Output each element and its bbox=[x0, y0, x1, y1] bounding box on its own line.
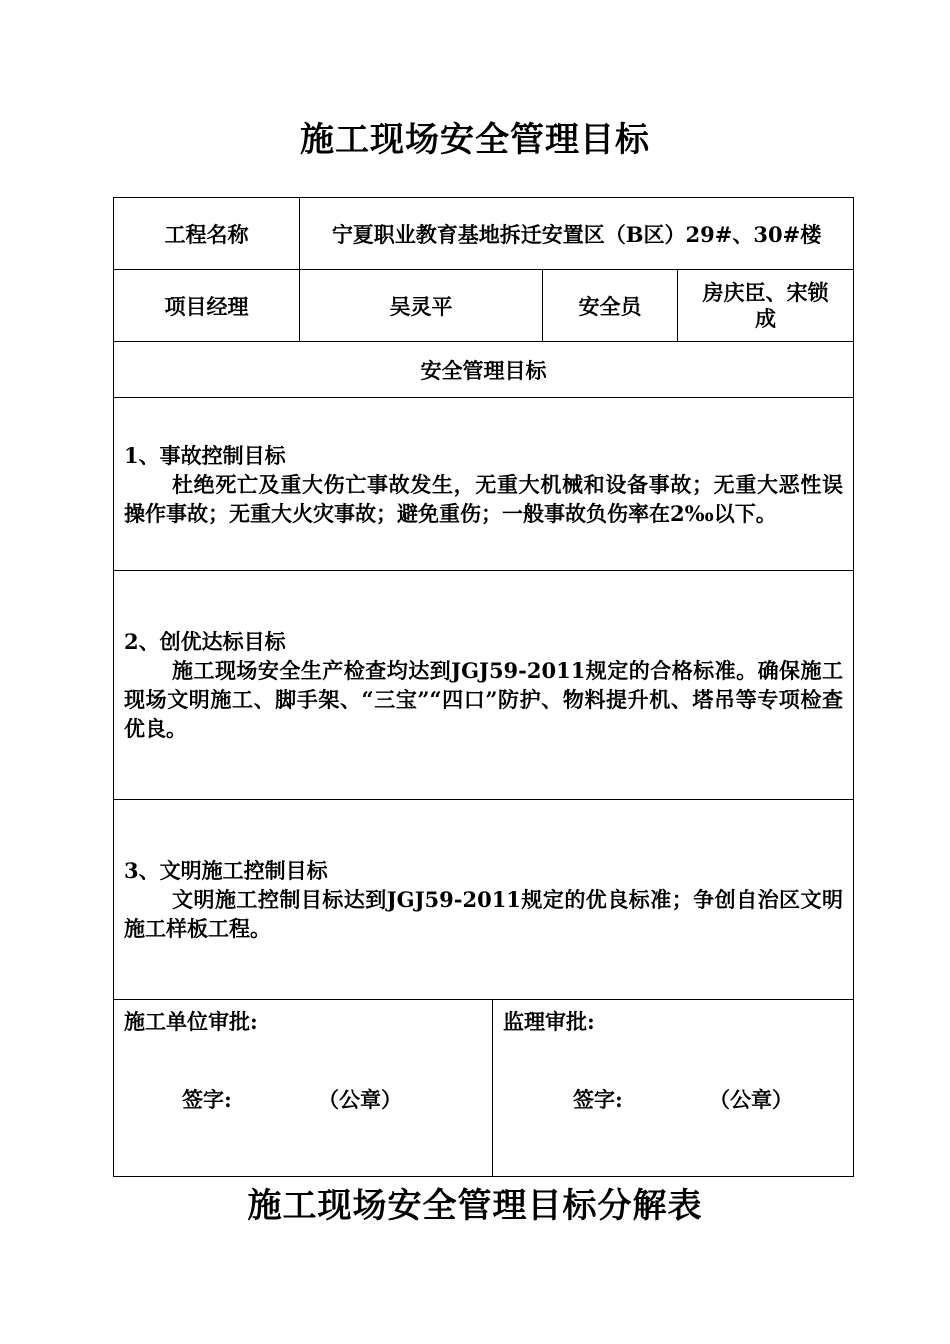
goal1-text: 杜绝死亡及重大伤亡事故发生，无重大机械和设备事故；无重大恶性误操作事故；无重大火灾事故；避免重伤；一般事故负伤率在2‰以下。 bbox=[124, 471, 844, 526]
contractor-approval-label: 施工单位审批: bbox=[124, 1009, 258, 1034]
goal2-heading: 2、创优达标目标 bbox=[124, 629, 286, 654]
goal-civilized-construction bbox=[114, 800, 854, 1000]
contractor-signature-label: 签字: bbox=[182, 1087, 232, 1112]
supervisor-signature-label: 签字: bbox=[573, 1087, 623, 1112]
safety-officer-value: 房庆臣、宋锁成 bbox=[678, 270, 854, 342]
section-heading: 安全管理目标 bbox=[114, 342, 854, 398]
project-name-label: 工程名称 bbox=[114, 198, 300, 270]
goal-excellence bbox=[114, 571, 854, 800]
supervisor-seal-label: （公章） bbox=[709, 1087, 793, 1112]
project-manager-label: 项目经理 bbox=[114, 270, 300, 342]
goal-accident-control bbox=[114, 398, 854, 571]
safety-officer-label: 安全员 bbox=[543, 270, 678, 342]
project-name-value: 宁夏职业教育基地拆迁安置区（B区）29#、30#楼 bbox=[300, 198, 854, 270]
goal3-text: 文明施工控制目标达到JGJ59-2011规定的优良标准；争创自治区文明施工样板工程。 bbox=[124, 887, 844, 941]
decomposition-table-title: 施工现场安全管理目标分解表 bbox=[247, 1186, 703, 1226]
supervisor-approval-cell bbox=[493, 1000, 854, 1177]
goal1-heading: 1、事故控制目标 bbox=[124, 442, 286, 468]
supervisor-approval-label: 监理审批: bbox=[503, 1009, 595, 1034]
contractor-approval-cell bbox=[114, 1000, 493, 1177]
goal2-text: 施工现场安全生产检查均达到JGJ59-2011规定的合格标准。确保施工现场文明施工、脚手架、“三宝”“四口”防护、物料提升机、塔吊等专项检查优良。 bbox=[124, 658, 844, 741]
page-title: 施工现场安全管理目标 bbox=[300, 120, 650, 160]
contractor-seal-label: （公章） bbox=[318, 1087, 402, 1112]
safety-goal-form bbox=[113, 197, 854, 1177]
project-manager-value: 吴灵平 bbox=[300, 270, 543, 342]
goal3-heading: 3、文明施工控制目标 bbox=[124, 858, 328, 883]
